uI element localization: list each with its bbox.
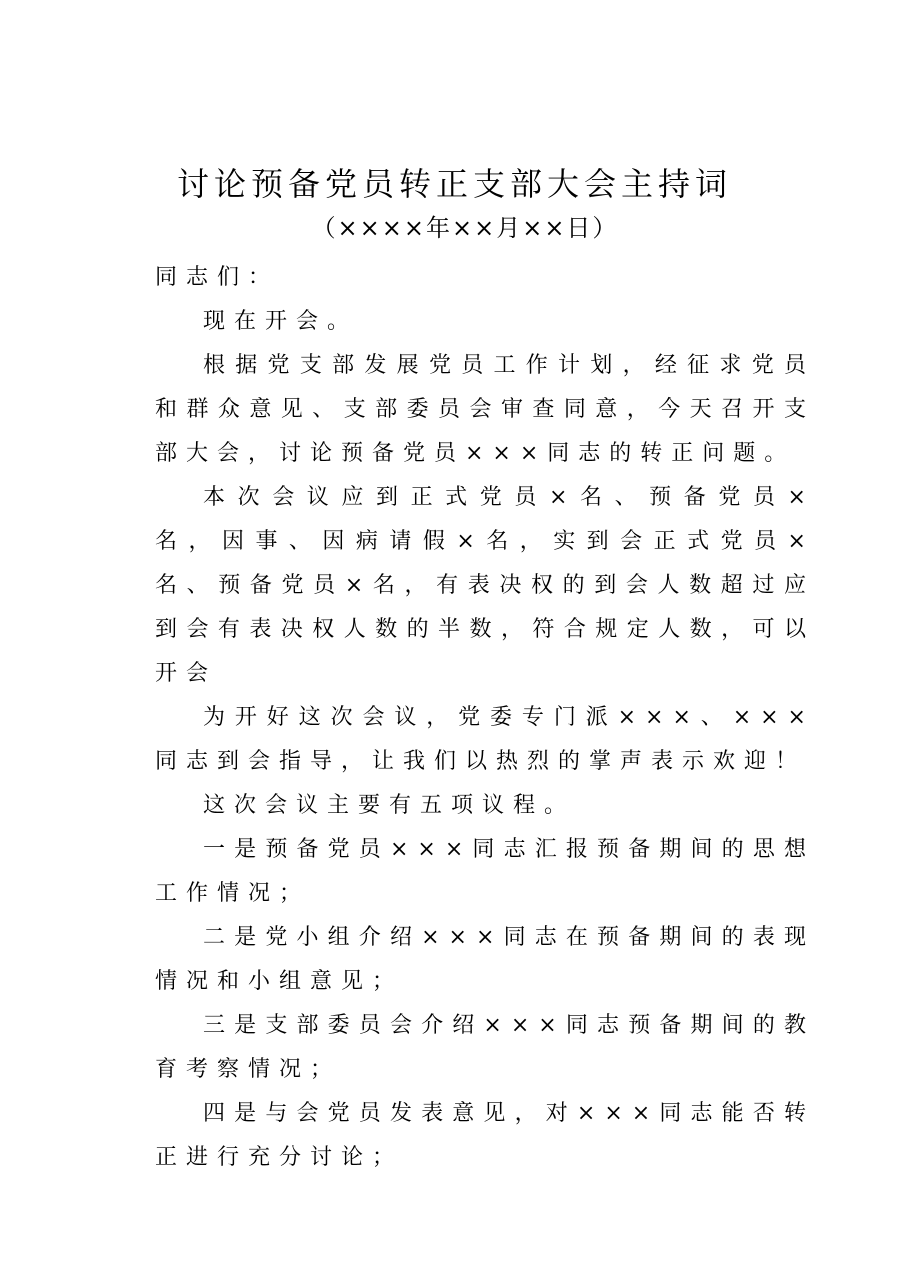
salutation: 同志们： — [155, 265, 280, 290]
agenda-item-2: 二是党小组介绍×××同志在预备期间的表现情况和小组意见； — [155, 925, 815, 994]
agenda-item-3: 三是支部委员会介绍×××同志预备期间的教育考察情况； — [155, 1013, 815, 1082]
document-body — [155, 256, 815, 1180]
paragraph-open-meeting: 现在开会。 — [203, 309, 359, 334]
document-title: 讨论预备党员转正支部大会主持词 — [176, 165, 732, 203]
document-date: （××××年××月××日） — [311, 214, 619, 242]
paragraph-welcome: 为开好这次会议，党委专门派×××、×××同志到会指导，让我们以热烈的掌声表示欢迎！ — [155, 705, 815, 774]
agenda-item-1: 一是预备党员×××同志汇报预备期间的思想工作情况； — [155, 837, 815, 906]
paragraph-attendance: 本次会议应到正式党员×名、预备党员×名，因事、因病请假×名，实到会正式党员×名、预备党员×名，有表决权的到会人数超过应到会有表决权人数的半数，符合规定人数，可以开会 — [155, 485, 815, 686]
agenda-item-4: 四是与会党员发表意见，对×××同志能否转正进行充分讨论； — [155, 1101, 815, 1170]
paragraph-agenda-intro: 这次会议主要有五项议程。 — [203, 793, 576, 818]
paragraph-purpose: 根据党支部发展党员工作计划，经征求党员和群众意见、支部委员会审查同意，今天召开支部大会，讨论预备党员×××同志的转正问题。 — [155, 353, 815, 466]
